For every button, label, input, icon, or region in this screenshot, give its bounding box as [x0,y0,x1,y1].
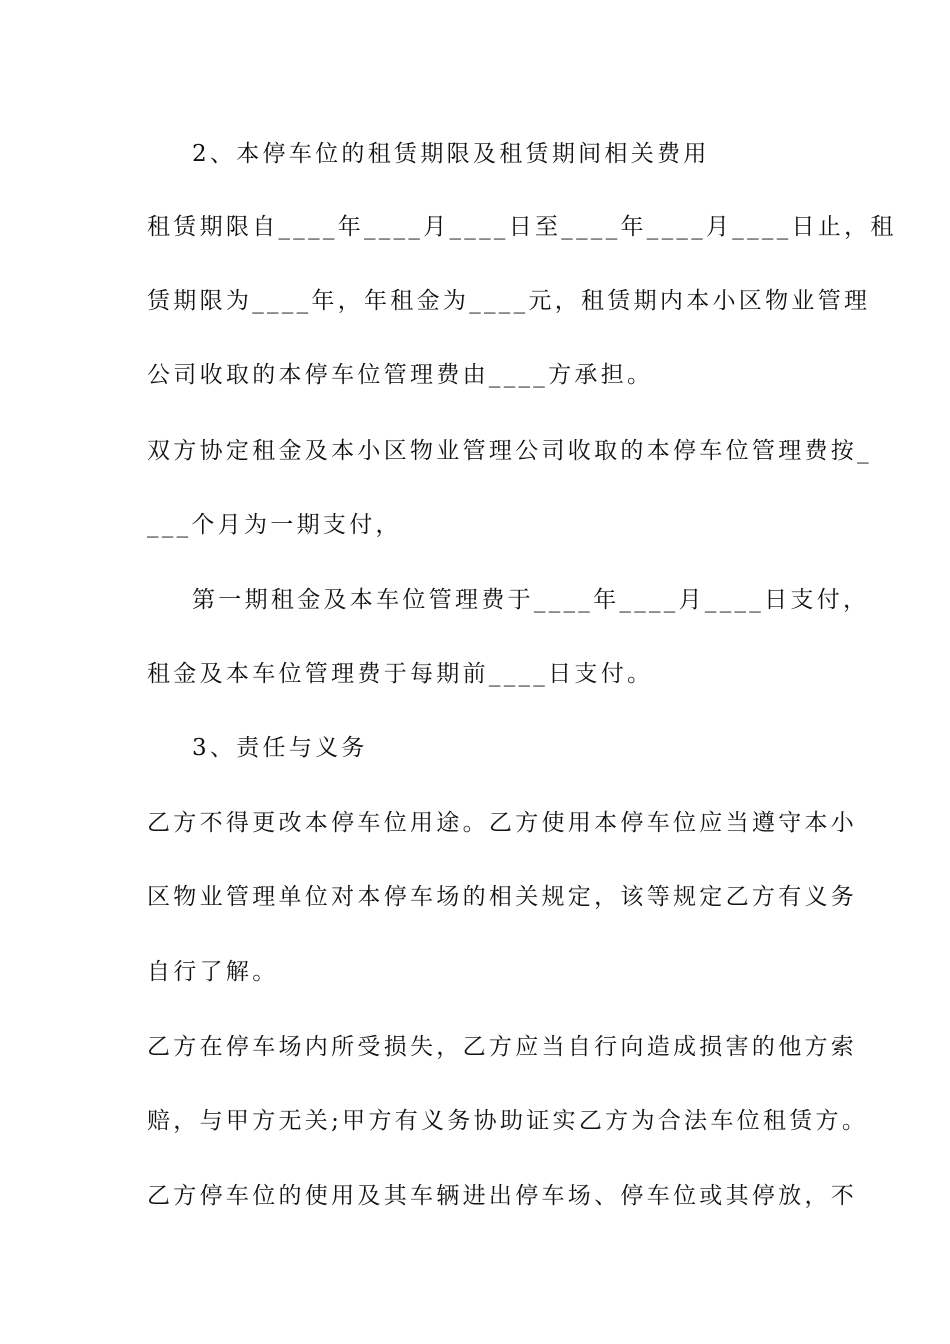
paragraph-line: 赔，与甲方无关;甲方有义务协助证实乙方为合法车位租赁方。 [147,1108,869,1134]
paragraph-line: 公司收取的本停车位管理费由____方承担。 [147,362,654,388]
paragraph-line: 乙方在停车场内所受损失，乙方应当自行向造成损害的他方索 [147,1034,858,1060]
paragraph-line: 租金及本车位管理费于每期前____日支付。 [147,661,654,687]
paragraph-line: 租赁期限自____年____月____日至____年____月____日止，租 [147,214,897,240]
paragraph-line: 乙方不得更改本停车位用途。乙方使用本停车位应当遵守本小 [147,810,858,836]
section-heading-responsibilities: 3、责任与义务 [192,735,368,761]
paragraph-line: 第一期租金及本车位管理费于____年____月____日支付， [192,587,870,613]
section-heading-lease-term: 2、本停车位的租赁期限及租赁期间相关费用 [192,141,710,167]
paragraph-line: 自行了解。 [147,959,279,985]
paragraph-line: 赁期限为____年，年租金为____元，租赁期内本小区物业管理 [147,288,871,314]
paragraph-line: 双方协定租金及本小区物业管理公司收取的本停车位管理费按_ [147,438,872,464]
paragraph-line: 乙方停车位的使用及其车辆进出停车场、停车位或其停放，不 [147,1183,858,1209]
paragraph-line: ___个月为一期支付， [147,512,402,538]
paragraph-line: 区物业管理单位对本停车场的相关规定，该等规定乙方有义务 [147,884,858,910]
